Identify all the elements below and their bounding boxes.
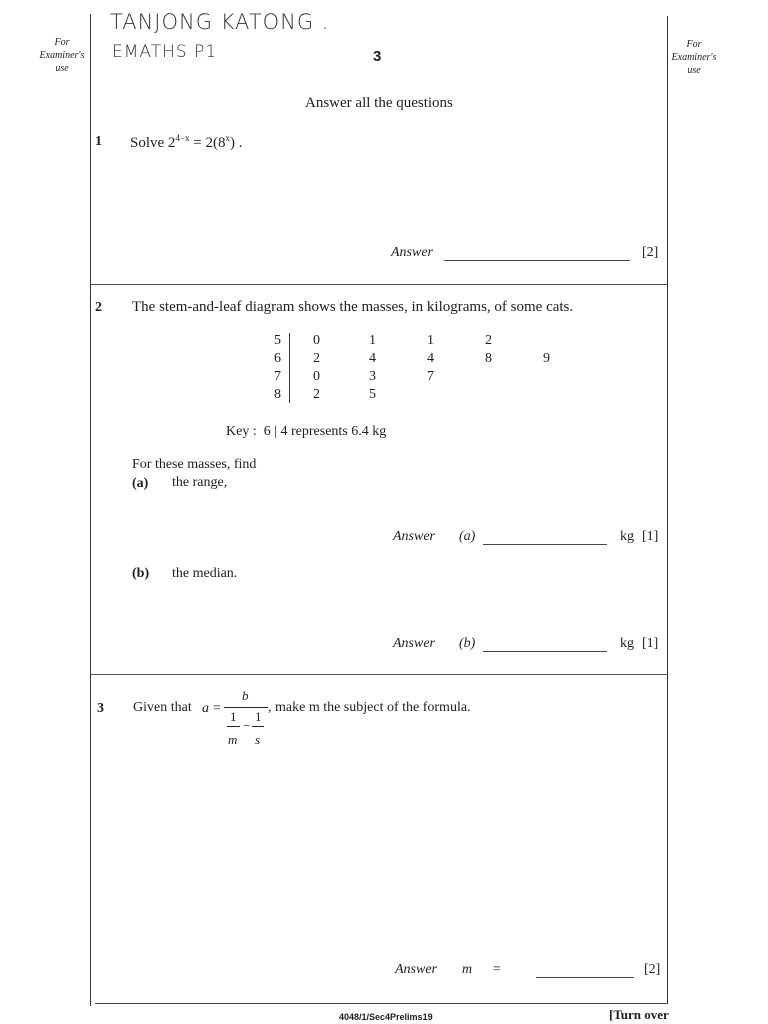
q3-inner-num1: 1 — [230, 709, 237, 724]
q2b-answer-blank[interactable] — [483, 651, 607, 652]
q2b-answer-label: Answer — [393, 636, 435, 651]
q3-inner-bar1 — [227, 726, 240, 727]
q3-var-a: a — [202, 701, 209, 716]
leaf: 2 — [485, 333, 492, 348]
q2a-label: (a) — [132, 476, 149, 491]
q2a-marks: [1] — [642, 529, 659, 544]
stem-divider — [289, 333, 290, 403]
q2b-unit: kg — [620, 636, 634, 651]
left-margin-line — [90, 14, 91, 1006]
q2a-text: the range, — [172, 475, 228, 490]
instruction: Answer all the questions — [305, 95, 453, 111]
q1-answer-blank[interactable] — [444, 260, 630, 261]
q2a-answer-part: (a) — [459, 529, 476, 544]
examiner-note-right: For Examiner's use — [671, 39, 717, 76]
stem-8: 8 — [274, 387, 281, 402]
q3-inner-num2: 1 — [255, 709, 262, 724]
leaf: 1 — [369, 333, 376, 348]
q1-number: 1 — [95, 134, 102, 149]
q3-text-prefix: Given that — [133, 700, 192, 715]
q1-marks: [2] — [642, 245, 659, 260]
leaf: 0 — [313, 333, 320, 348]
leaf: 1 — [427, 333, 434, 348]
q3-answer-var: m — [462, 962, 473, 977]
leaf: 7 — [427, 369, 434, 384]
q3-marks: [2] — [644, 962, 661, 977]
q2b-answer-part: (b) — [459, 636, 476, 651]
q3-inner-bar2 — [252, 726, 264, 727]
handwritten-paper: EMATHS P1 — [112, 42, 218, 62]
q3-number: 3 — [97, 701, 104, 716]
q2b-label: (b) — [132, 566, 150, 581]
footer-turn-over: [Turn over — [609, 1007, 669, 1022]
examiner-note-left: For Examiner's use — [39, 37, 85, 74]
stem-leaf-diagram — [260, 333, 580, 405]
q2a-unit: kg — [620, 529, 634, 544]
stem-6: 6 — [274, 351, 281, 366]
q2-text: The stem-and-leaf diagram shows the masses, in kilograms, of some cats. — [132, 299, 574, 315]
leaf: 8 — [485, 351, 492, 366]
q3-formula-fraction — [224, 688, 268, 750]
right-margin-line — [667, 16, 668, 1004]
footer-code: 4048/1/Sec4Prelims19 — [339, 1012, 433, 1022]
q3-divider — [95, 1003, 668, 1004]
page-number: 3 — [373, 48, 382, 65]
q2b-marks: [1] — [642, 636, 659, 651]
leaf: 4 — [369, 351, 376, 366]
q3-inner-den2: s — [255, 732, 261, 747]
q3-frac-numerator: b — [242, 688, 249, 703]
q3-answer-label: Answer — [395, 962, 437, 977]
q3-text-suffix: , make m the subject of the formula. — [268, 700, 471, 715]
stem-leaf-key: Key : 6 | 4 represents 6.4 kg — [226, 424, 387, 439]
handwritten-school: TANJONG KATONG . — [110, 10, 330, 34]
q3-answer-eq: = — [493, 962, 501, 977]
q2-find-text: For these masses, find — [132, 457, 257, 472]
leaf: 5 — [369, 387, 376, 402]
q2b-text: the median. — [172, 566, 238, 581]
stem-5: 5 — [274, 333, 281, 348]
q3-inner-den1: m — [228, 732, 238, 747]
q1-divider — [91, 284, 667, 285]
q1-text: Solve $2^{4-x} = 2(8^x)$ . — [130, 133, 243, 151]
q2-divider — [91, 674, 667, 675]
leaf: 2 — [313, 351, 320, 366]
leaf: 2 — [313, 387, 320, 402]
q2a-answer-label: Answer — [393, 529, 435, 544]
q2a-answer-blank[interactable] — [483, 544, 607, 545]
leaf: 9 — [543, 351, 550, 366]
q2-number: 2 — [95, 300, 102, 315]
leaf: 0 — [313, 369, 320, 384]
stem-7: 7 — [274, 369, 281, 384]
leaf: 3 — [369, 369, 376, 384]
q3-minus: − — [243, 718, 251, 733]
q3-answer-blank[interactable] — [536, 977, 634, 978]
q1-answer-label: Answer — [391, 245, 433, 260]
leaf: 4 — [427, 351, 434, 366]
q3-equals: = — [213, 701, 221, 716]
q3-main-bar — [224, 707, 268, 708]
